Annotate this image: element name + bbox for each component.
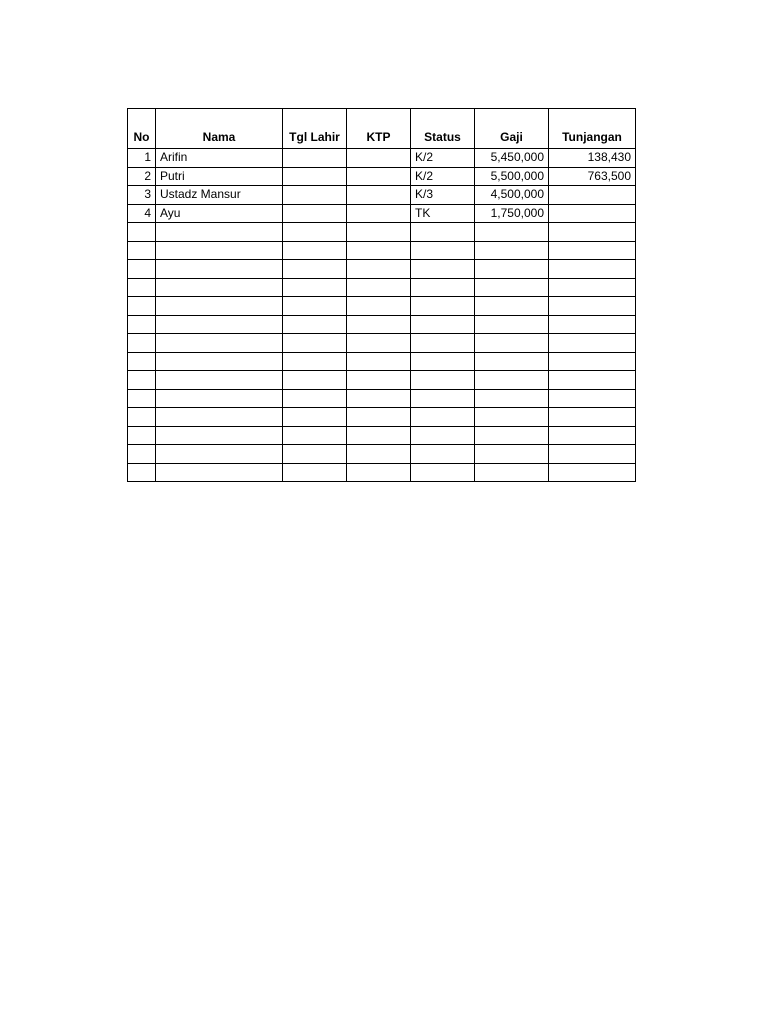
cell-gaji (475, 223, 549, 242)
empty-table-row (128, 278, 636, 297)
cell-gaji (475, 463, 549, 482)
cell-gaji: 5,450,000 (475, 149, 549, 168)
cell-tgl-lahir (283, 167, 347, 186)
cell-nama (156, 389, 283, 408)
table-row (128, 186, 636, 205)
cell-status: K/3 (411, 186, 475, 205)
empty-rows (128, 223, 636, 482)
cell-tunjangan (549, 445, 636, 464)
empty-table-row (128, 297, 636, 316)
cell-tunjangan (549, 223, 636, 242)
cell-gaji (475, 426, 549, 445)
cell-tgl-lahir (283, 278, 347, 297)
cell-gaji (475, 389, 549, 408)
cell-no: 3 (128, 186, 156, 205)
cell-ktp (347, 204, 411, 223)
cell-gaji (475, 371, 549, 390)
cell-gaji: 1,750,000 (475, 204, 549, 223)
cell-tgl-lahir (283, 445, 347, 464)
cell-gaji (475, 278, 549, 297)
cell-tunjangan (549, 352, 636, 371)
cell-tunjangan (549, 426, 636, 445)
empty-table-row (128, 426, 636, 445)
cell-tgl-lahir (283, 204, 347, 223)
cell-status: K/2 (411, 167, 475, 186)
cell-ktp (347, 315, 411, 334)
cell-ktp (347, 149, 411, 168)
cell-no (128, 260, 156, 279)
cell-tunjangan (549, 241, 636, 260)
cell-nama (156, 426, 283, 445)
cell-tunjangan (549, 315, 636, 334)
cell-tunjangan (549, 334, 636, 353)
cell-gaji (475, 334, 549, 353)
cell-tunjangan (549, 463, 636, 482)
cell-tunjangan (549, 260, 636, 279)
empty-table-row (128, 463, 636, 482)
cell-tunjangan (549, 408, 636, 427)
empty-table-row (128, 315, 636, 334)
cell-no (128, 334, 156, 353)
cell-tgl-lahir (283, 186, 347, 205)
cell-tgl-lahir (283, 463, 347, 482)
cell-tunjangan (549, 371, 636, 390)
cell-nama: Ayu (156, 204, 283, 223)
cell-nama: Arifin (156, 149, 283, 168)
cell-no: 4 (128, 204, 156, 223)
empty-table-row (128, 445, 636, 464)
cell-tgl-lahir (283, 408, 347, 427)
cell-nama (156, 352, 283, 371)
cell-tgl-lahir (283, 149, 347, 168)
header-gaji: Gaji (475, 109, 549, 149)
cell-ktp (347, 371, 411, 390)
cell-no (128, 278, 156, 297)
cell-gaji (475, 352, 549, 371)
cell-ktp (347, 241, 411, 260)
cell-ktp (347, 278, 411, 297)
empty-table-row (128, 334, 636, 353)
cell-status (411, 371, 475, 390)
empty-table-row (128, 408, 636, 427)
cell-status (411, 463, 475, 482)
cell-tunjangan (549, 297, 636, 316)
cell-gaji (475, 260, 549, 279)
cell-status (411, 334, 475, 353)
header-nama: Nama (156, 109, 283, 149)
cell-tgl-lahir (283, 223, 347, 242)
cell-ktp (347, 408, 411, 427)
empty-table-row (128, 241, 636, 260)
empty-table-row (128, 260, 636, 279)
cell-tgl-lahir (283, 297, 347, 316)
cell-gaji: 5,500,000 (475, 167, 549, 186)
cell-no: 2 (128, 167, 156, 186)
cell-gaji (475, 315, 549, 334)
header-status: Status (411, 109, 475, 149)
cell-tgl-lahir (283, 426, 347, 445)
cell-ktp (347, 297, 411, 316)
cell-nama (156, 260, 283, 279)
cell-status (411, 278, 475, 297)
table-row (128, 167, 636, 186)
cell-nama: Ustadz Mansur (156, 186, 283, 205)
cell-status (411, 352, 475, 371)
cell-nama (156, 315, 283, 334)
cell-tgl-lahir (283, 260, 347, 279)
cell-status (411, 260, 475, 279)
cell-tgl-lahir (283, 371, 347, 390)
cell-ktp (347, 445, 411, 464)
cell-gaji: 4,500,000 (475, 186, 549, 205)
cell-ktp (347, 167, 411, 186)
cell-nama: Putri (156, 167, 283, 186)
data-table (127, 108, 636, 482)
cell-tgl-lahir (283, 315, 347, 334)
cell-tgl-lahir (283, 352, 347, 371)
cell-status: K/2 (411, 149, 475, 168)
cell-nama (156, 463, 283, 482)
cell-no (128, 241, 156, 260)
cell-tgl-lahir (283, 241, 347, 260)
cell-ktp (347, 389, 411, 408)
cell-nama (156, 334, 283, 353)
header-tgl-lahir: Tgl Lahir (283, 109, 347, 149)
cell-nama (156, 371, 283, 390)
cell-nama (156, 445, 283, 464)
cell-ktp (347, 352, 411, 371)
cell-tunjangan: 138,430 (549, 149, 636, 168)
cell-gaji (475, 445, 549, 464)
cell-tunjangan (549, 278, 636, 297)
cell-nama (156, 241, 283, 260)
header-tunjangan: Tunjangan (549, 109, 636, 149)
cell-ktp (347, 186, 411, 205)
header-row (128, 109, 636, 149)
header-ktp: KTP (347, 109, 411, 149)
cell-tgl-lahir (283, 389, 347, 408)
cell-status (411, 241, 475, 260)
cell-ktp (347, 223, 411, 242)
cell-ktp (347, 463, 411, 482)
cell-nama (156, 297, 283, 316)
empty-table-row (128, 389, 636, 408)
cell-no (128, 352, 156, 371)
cell-status (411, 315, 475, 334)
cell-no (128, 408, 156, 427)
cell-status (411, 297, 475, 316)
cell-no (128, 315, 156, 334)
cell-no (128, 297, 156, 316)
cell-gaji (475, 297, 549, 316)
table-row (128, 204, 636, 223)
cell-no (128, 426, 156, 445)
empty-table-row (128, 371, 636, 390)
empty-table-row (128, 352, 636, 371)
cell-tunjangan: 763,500 (549, 167, 636, 186)
cell-status (411, 445, 475, 464)
cell-status (411, 408, 475, 427)
cell-no (128, 223, 156, 242)
cell-no (128, 445, 156, 464)
cell-status (411, 223, 475, 242)
cell-no: 1 (128, 149, 156, 168)
cell-tunjangan (549, 186, 636, 205)
table-row (128, 149, 636, 168)
empty-table-row (128, 223, 636, 242)
cell-nama (156, 223, 283, 242)
cell-tunjangan (549, 389, 636, 408)
header-no: No (128, 109, 156, 149)
cell-ktp (347, 260, 411, 279)
cell-gaji (475, 408, 549, 427)
cell-no (128, 389, 156, 408)
cell-nama (156, 408, 283, 427)
cell-ktp (347, 334, 411, 353)
cell-tgl-lahir (283, 334, 347, 353)
cell-no (128, 371, 156, 390)
cell-status (411, 426, 475, 445)
cell-nama (156, 278, 283, 297)
cell-tunjangan (549, 204, 636, 223)
cell-status: TK (411, 204, 475, 223)
cell-no (128, 463, 156, 482)
cell-status (411, 389, 475, 408)
cell-gaji (475, 241, 549, 260)
cell-ktp (347, 426, 411, 445)
